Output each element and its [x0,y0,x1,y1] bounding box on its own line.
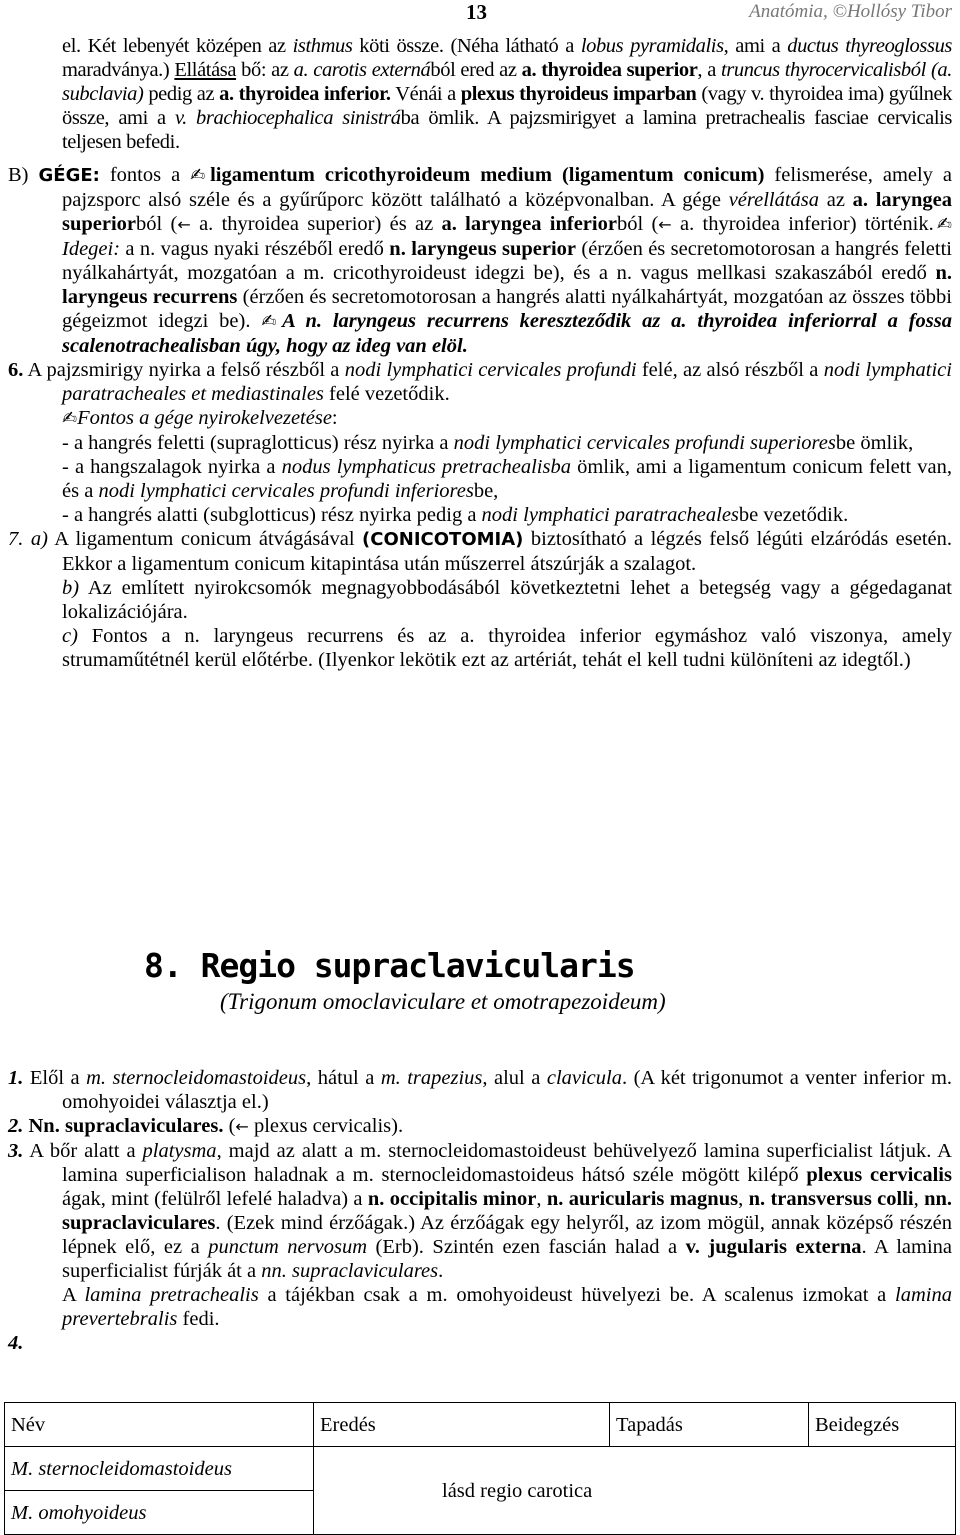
table-cell: M. sternocleidomastoideus [5,1447,314,1491]
paragraph-thyroid: el. Két lebenyét középen az isthmus köti össze. (Néha látható a lobus pyramidalis, ami a ductus thyreoglossus maradványa.) Ellátása bő: az a. carotis externából ered az a. thyroidea superior, a truncus thyrocervicalisból (a. subclavia) pedig az a. thyroidea inferior. Vénái a plexus thyroideus imparban (vagy v. thyroidea ima) gyűlnek össze, ami a v. brachiocephalica sinistrába ömlik. A pajzsmirigyet a lamina pretrachealis fasciae cervicalis teljesen befedi. [62,35,953,153]
section-title: 8. Regio supraclavicularis [144,946,635,985]
lymph-item-3: - a hangrés alatti (subglotticus) rész nyirka pedig a nodi lymphatici paratrachealesbe vezetődik. [62,504,849,526]
table-header-row [5,1403,956,1447]
body-text [8,34,952,672]
page-number: 13 [466,0,487,24]
list-item: 4. [8,1332,24,1354]
table-header-cell: Beidegzés [809,1403,956,1447]
numbered-list [8,1066,952,1355]
table-row [5,1447,956,1491]
list-item-continuation: A lamina pretrachealis a tájékban csak a m. omohyoideust hüvelyezi be. A scalenus izmokat a lamina prevertebralis fedi. [62,1284,952,1330]
arrow-left-icon: ← [177,215,191,234]
table-cell-note: lásd regio carotica [314,1447,956,1535]
note-icon: ✍ [261,311,283,332]
note-icon: ✍ [933,214,952,235]
section-subtitle: (Trigonum omoclaviculare et omotrapezoideum) [220,989,666,1014]
arrow-left-icon: ← [235,1117,249,1136]
table-header-cell: Név [5,1403,314,1447]
table-header-cell: Eredés [314,1403,610,1447]
lymph-item-1: - a hangrés feletti (supraglotticus) rész nyirka a nodi lymphatici cervicales profundi superioresbe ömlik, [62,432,914,454]
lymph-note: ✍Fontos a gége nyirokelvezetése: [62,407,338,429]
paragraph-larynx: B) GÉGE: fontos a ✍ligamentum cricothyroideum medium (ligamentum conicum) felismerése, amely a pajzsporc alsó széle és a gyűrűporc között található a középvonalban. A gége vérellátása az a. laryngea superiorból (← a. thyroidea superior) és az a. laryngea inferiorból (← a. thyroidea inferior) történik.✍Idegei: a n. vagus nyaki részéből eredő n. laryngeus superior (érzően és secretomotorosan a hangrés feletti nyálkahártyát, mozgatóan a m. cricothyroideust idegzi be), és a n. vagus mellkasi szakaszából eredő n. laryngeus recurrens (érzően és secretomotorosan a hangrés alatti nyálkahártyát, mozgatóan az összes többi gégeizmot idegzi be). ✍A n. laryngeus recurrens kereszteződik az a. thyroidea inferiorral a fossa scalenotrachealisban úgy, hogy az ideg van elöl. [8,164,953,357]
paragraph-clinical-a: 7. a) A ligamentum conicum átvágásával (CONICOTOMIA) biztosítható a légzés felső légúti elzáródás esetén. Ekkor a ligamentum conicum kitapintása után műszerrel átszúrják a szalagot. [8,528,953,575]
paragraph-clinical-b: b) Az említett nyirokcsomók megnagyobbodásából következtetni lehet a betegség vagy a gégedaganat lokalizációjára. [62,577,952,623]
section-heading [0,946,960,1016]
note-icon: ✍ [62,408,78,429]
list-item: 2. Nn. supraclaviculares. (← plexus cervicalis). [8,1115,404,1137]
lymph-item-2: - a hangszalagok nyirka a nodus lymphaticus pretrachealisba ömlik, ami a ligamentum conicum felett van, és a nodi lymphatici cervicales profundi inferioresbe, [62,456,953,502]
table-header-cell: Tapadás [610,1403,809,1447]
list-item: 1. Elől a m. sternocleidomastoideus, hátul a m. trapezius, alul a clavicula. (A két trigonumot a venter inferior m. omohyoidei választja el.) [8,1067,953,1113]
muscle-table [4,1402,956,1535]
list-item: 3. A bőr alatt a platysma, majd az alatt a m. sternocleidomastoideust behüvelyező lamina superficialist látjuk. A lamina superficialison haladnak a m. sternocleidomastoideus hátsó széle mögött kilépő plexus cervicalis ágak, mint (felülről lefelé haladva) a n. occipitalis minor, n. auricularis magnus, n. transversus colli, nn. supraclaviculares. (Ezek mind érzőágak.) Az érzőágak egy helyről, az izom mögül, annak középső részén lépnek elő, ez a punctum nervosum (Erb). Szintén ezen fascián halad a v. jugularis externa. A lamina superficialist fúrják át a nn. supraclaviculares. [8,1140,953,1282]
page-source: Anatómia, ©Hollósy Tibor [749,1,952,22]
note-icon: ✍ [190,165,211,186]
paragraph-lymph: 6. A pajzsmirigy nyirka a felső részből a nodi lymphatici cervicales profundi felé, az alsó részből a nodi lymphatici paratracheales et mediastinales felé vezetődik. [8,359,952,405]
arrow-left-icon: ← [658,215,672,234]
paragraph-clinical-c: c) Fontos a n. laryngeus recurrens és az a. thyroidea inferior egymáshoz való viszonya, amely strumaműtétnél kerül előtérbe. (Ilyenkor lekötik ezt az artériát, tehát el kell tudni különíteni az idegtől.) [62,625,952,671]
table-cell: M. omohyoideus [5,1491,314,1535]
